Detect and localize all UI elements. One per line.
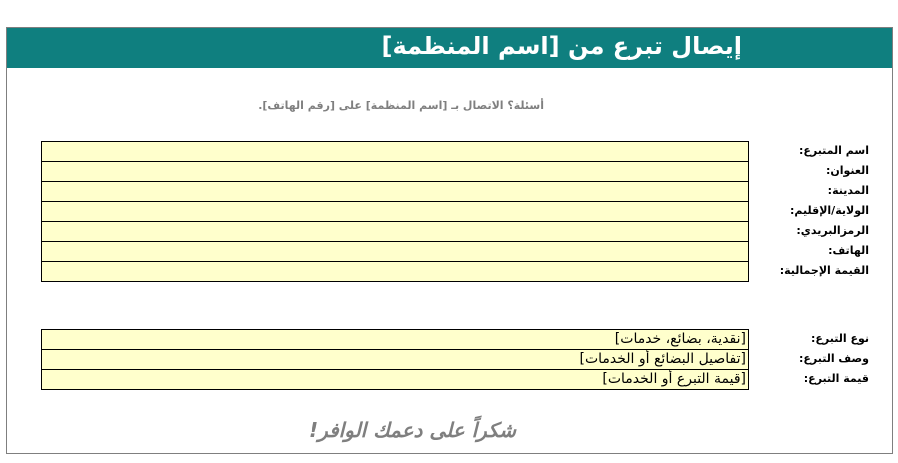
city-label: المدينة: [827, 184, 869, 197]
donation-value-label: قيمة التبرع: [803, 372, 869, 385]
contact-line: أسئلة؟ الاتصال بـ [اسم المنظمة] على [رقم الهاتف]. [258, 99, 544, 112]
total-value-field[interactable] [42, 262, 748, 282]
donation-labels [749, 329, 869, 389]
donation-value-value: [قيمة التبرع أو الخدمات] [602, 371, 746, 387]
postal-code-field[interactable] [42, 222, 748, 242]
donor-name-label: اسم المتبرع: [798, 144, 869, 157]
phone-field[interactable] [42, 242, 748, 262]
phone-label: الهاتف: [828, 244, 869, 257]
address-field[interactable] [42, 162, 748, 182]
receipt-title: إيصال تبرع من [اسم المنظمة] [381, 32, 742, 60]
receipt-sheet [6, 27, 893, 454]
donation-table [41, 329, 749, 390]
donor-table [41, 141, 749, 282]
state-field[interactable] [42, 202, 748, 222]
donation-description-field[interactable] [42, 350, 748, 370]
donation-description-value: [تفاصيل البضائع أو الخدمات] [579, 351, 746, 367]
donation-value-field[interactable] [42, 370, 748, 390]
header-bar [7, 28, 892, 68]
donation-description-label: وصف التبرع: [798, 352, 869, 365]
donation-type-field[interactable] [42, 330, 748, 350]
donation-type-value: [نقدية، بضائع، خدمات] [614, 331, 746, 347]
total-value-label: القيمة الإجمالية: [779, 264, 869, 277]
donor-labels [749, 141, 869, 281]
city-field[interactable] [42, 182, 748, 202]
thanks-message: شكراً على دعمك الوافر! [308, 418, 516, 442]
donation-type-label: نوع التبرع: [810, 332, 869, 345]
state-label: الولاية/الإقليم: [790, 204, 869, 217]
postal-code-label: الرمزالبريدي: [796, 224, 869, 237]
donor-name-field[interactable] [42, 142, 748, 162]
address-label: العنوان: [825, 164, 869, 177]
